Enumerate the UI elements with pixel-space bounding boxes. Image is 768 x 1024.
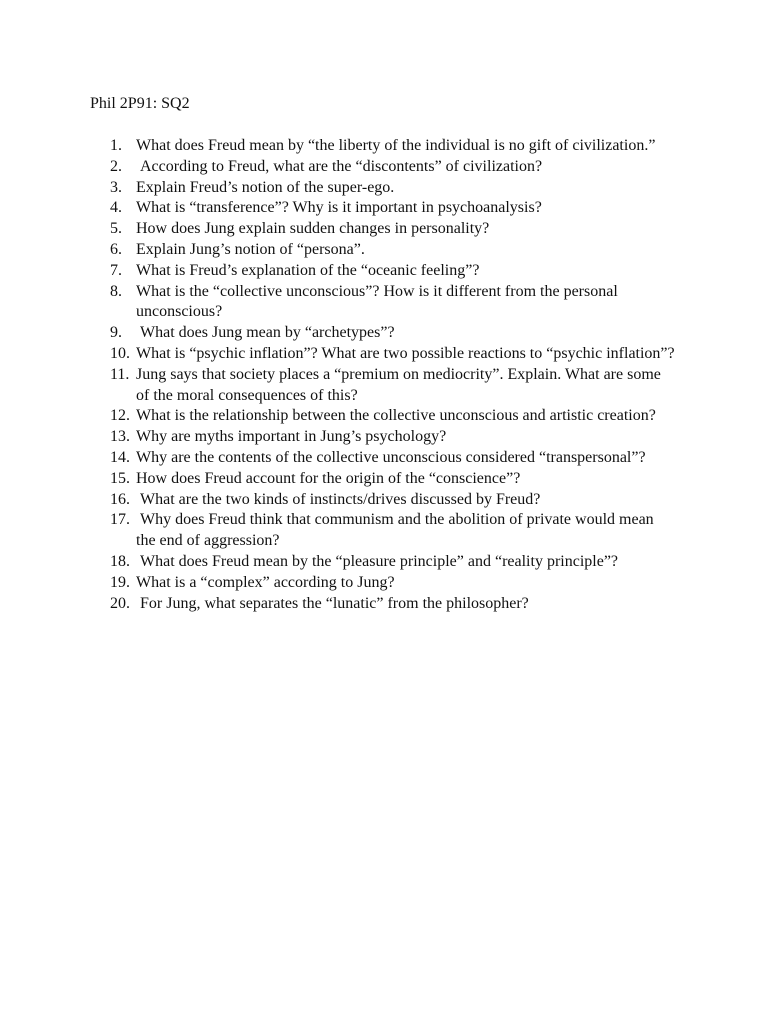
question-number: 3. — [110, 178, 122, 196]
question-number: 18. — [110, 552, 130, 570]
question-number: 14. — [110, 448, 130, 466]
question-number: 17. — [110, 511, 130, 529]
question-number: 16. — [110, 490, 130, 508]
question-text: Why are the contents of the collective unconscious considered “transpersonal”? — [136, 448, 646, 466]
question-item — [0, 219, 676, 240]
question-number: 15. — [110, 469, 130, 487]
question-item — [0, 427, 676, 448]
question-number: 4. — [110, 199, 122, 217]
question-number: 9. — [110, 324, 122, 342]
question-text: What is Freud’s explanation of the “oceanic feeling”? — [136, 261, 480, 279]
question-item — [0, 510, 676, 552]
question-item — [0, 594, 676, 615]
question-text: What does Jung mean by “archetypes”? — [136, 324, 395, 342]
question-text: Explain Jung’s notion of “persona”. — [136, 240, 365, 258]
question-text: Why are myths important in Jung’s psychology? — [136, 428, 447, 446]
question-item — [0, 157, 676, 178]
question-text: Explain Freud’s notion of the super-ego. — [136, 178, 395, 196]
question-text: How does Jung explain sudden changes in personality? — [136, 220, 490, 238]
question-number: 5. — [110, 220, 122, 238]
question-item — [0, 552, 676, 573]
question-item — [0, 240, 676, 261]
document-title: Phil 2P91: SQ2 — [90, 95, 190, 112]
question-number: 11. — [110, 365, 130, 383]
question-text: How does Freud account for the origin of the “conscience”? — [136, 469, 521, 487]
question-text: What are the two kinds of instincts/drives discussed by Freud? — [136, 490, 541, 508]
question-item — [0, 490, 676, 511]
question-item — [0, 178, 676, 199]
question-number: 8. — [110, 282, 122, 300]
question-number: 7. — [110, 261, 122, 279]
question-number: 12. — [110, 407, 130, 425]
question-number: 1. — [110, 137, 122, 154]
question-item — [0, 448, 676, 469]
question-item — [0, 344, 676, 365]
question-text: What does Freud mean by “the liberty of the individual is no gift of civilization.” — [136, 137, 656, 154]
question-text: Why does Freud think that communism and the abolition of private would mean the end of aggression? — [136, 511, 658, 550]
question-item — [0, 323, 676, 344]
question-number: 10. — [110, 344, 130, 362]
question-item — [0, 282, 676, 324]
question-item — [0, 573, 676, 594]
question-number: 20. — [110, 594, 130, 612]
question-item — [0, 136, 676, 157]
question-text: What is the relationship between the collective unconscious and artistic creation? — [136, 407, 656, 425]
question-text: What is “psychic inflation”? What are two possible reactions to “psychic inflation”? — [136, 344, 675, 362]
question-number: 13. — [110, 428, 130, 446]
question-text: According to Freud, what are the “discontents” of civilization? — [136, 157, 543, 175]
question-text: What does Freud mean by the “pleasure principle” and “reality principle”? — [136, 552, 619, 570]
question-number: 19. — [110, 573, 130, 591]
question-item — [0, 365, 676, 407]
question-item — [0, 261, 676, 282]
question-text: Jung says that society places a “premium on mediocrity”. Explain. What are some of the moral consequences of this? — [136, 365, 665, 404]
question-list — [0, 136, 700, 614]
question-item — [0, 198, 676, 219]
question-text: What is the “collective unconscious”? How is it different from the personal unconscious? — [136, 282, 622, 321]
question-item — [0, 469, 676, 490]
question-number: 2. — [110, 157, 122, 175]
question-number: 6. — [110, 240, 122, 258]
question-item — [0, 406, 676, 427]
question-text: What is “transference”? Why is it important in psychoanalysis? — [136, 199, 542, 217]
question-text: For Jung, what separates the “lunatic” from the philosopher? — [136, 594, 529, 612]
question-text: What is a “complex” according to Jung? — [136, 573, 395, 591]
